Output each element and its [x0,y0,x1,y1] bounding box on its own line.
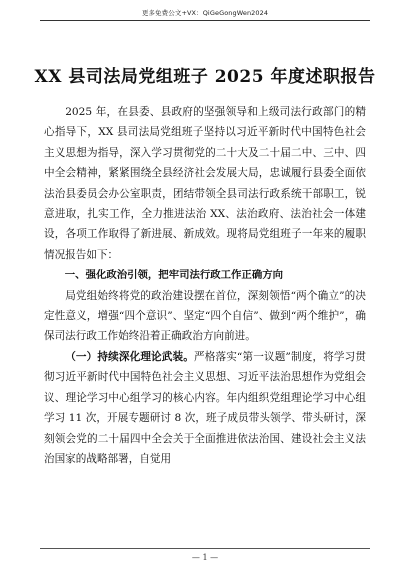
section-1-paragraph: 局党组始终将党的政治建设摆在首位，深刻领悟“两个确立”的决定性意义，增强“四个意识”、坚定“四个自信”、做到“两个维护”，确保司法行政工作始终沿着正确政治方向前进。 [44,289,366,343]
document-body [44,102,366,469]
section-1-heading: 一、强化政治引领，把牢司法行政工作正确方向 [64,269,283,282]
intro-paragraph: 2025 年，在县委、县政府的坚强领导和上级司法行政部门的精心指导下，XX 县司法局党组班子坚持以习近平新时代中国特色社会主义思想为指导，深入学习贯彻党的二十大及二十届二中、三中、四中全会精神，紧紧围绕全县经济社会发展大局，忠诚履行县委全面依法治县委员会办公室职责，团结带领全县司法行政系统干部职工，锐意进取，扎实工作，全力推进法治 XX、法治政府、法治社会一体建设，各项工作取得了新进展、新成效。现将局党组班子一年来的履职情况报告如下： [44,106,366,261]
footer-divider [40,548,370,549]
subsection-1-text: 严格落实“第一议题”制度，将学习贯彻习近平新时代中国特色社会主义思想、习近平法治思想作为党组会议、理论学习中心组学习的核心内容。年内组织党组理论学习中心组学习 11 次，开展专题研讨 8 次，班子成员带头领学、带头研讨，深刻领会党的二十届四中全会关于全面推进依法治国、建设社会主义法治国家的战略部署，自觉用 [44,350,366,465]
header-divider [40,20,370,21]
page-number: — 1 — [191,553,219,562]
subsection-1-paragraph [44,347,366,469]
header-note: 更多免费公文+VX：QiGeGongWen2024 [141,9,269,17]
subsection-1-heading: （一）持续深化理论武装。 [65,350,194,363]
document-title: XX 县司法局党组班子 2025 年度述职报告 [34,67,376,87]
